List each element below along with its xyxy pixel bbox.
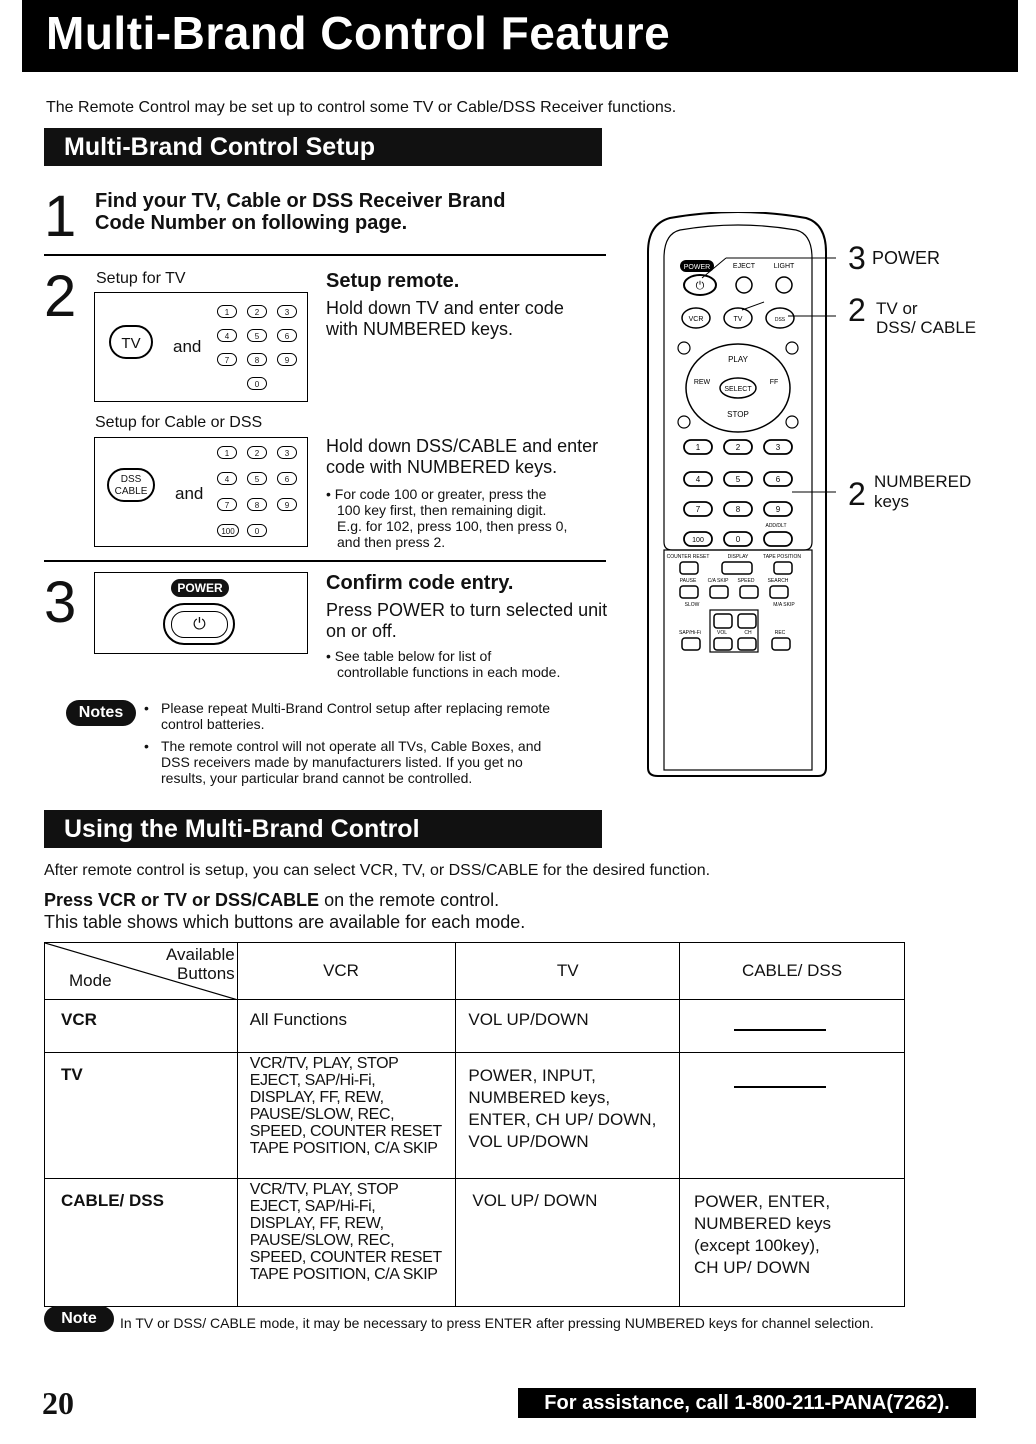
cell-tv-tv xyxy=(456,1053,680,1179)
remote-key-5: 5 xyxy=(735,475,741,484)
key-1-icon: 1 xyxy=(217,305,237,318)
code-note-line1: • For code 100 or greater, press the xyxy=(326,486,547,502)
key-7-icon: 7 xyxy=(217,353,237,366)
notes-badge: Notes xyxy=(66,700,136,726)
key-2-icon: 2 xyxy=(247,446,267,459)
key-8-icon: 8 xyxy=(247,353,267,366)
remote-slow-label: SLOW xyxy=(684,602,700,608)
cell-cable-vcr xyxy=(237,1179,456,1307)
corner-buttons: Buttons xyxy=(177,964,235,983)
callout-power-number: 3 xyxy=(848,240,866,276)
cell-line: NUMBERED keys, xyxy=(468,1088,611,1107)
power-button-icon: ⏻ xyxy=(163,603,235,645)
cell-line: NUMBERED keys xyxy=(694,1214,831,1233)
cell-line: ENTER, CH UP/ DOWN, xyxy=(468,1110,657,1129)
remote-key-8: 8 xyxy=(735,505,741,514)
setup-tv-text: Hold down TV and enter code with NUMBERED keys. xyxy=(326,298,564,339)
remote-ff-label: FF xyxy=(769,379,779,386)
using-instruction-rest: on the remote control. xyxy=(319,890,500,910)
key-6-icon: 6 xyxy=(277,472,297,485)
not-available-dash xyxy=(734,1086,826,1088)
col-header-tv: TV xyxy=(456,943,680,1000)
remote-key-4: 4 xyxy=(695,475,701,484)
col-header-vcr: VCR xyxy=(237,943,456,1000)
corner-available: Available xyxy=(166,945,235,964)
divider xyxy=(44,254,606,256)
remote-light-label: LIGHT xyxy=(773,263,795,270)
cell-line: TAPE POSITION, C/A SKIP xyxy=(249,1140,438,1157)
step2-number: 2 xyxy=(44,264,77,329)
remote-play-label: PLAY xyxy=(728,355,748,364)
key-4-icon: 4 xyxy=(217,472,237,485)
callout-numbered-line2: keys xyxy=(874,492,909,511)
cell-vcr-vcr: All Functions xyxy=(237,1000,456,1053)
power-illustration xyxy=(94,572,308,654)
assistance-banner: For assistance, call 1-800-211-PANA(7262). xyxy=(518,1388,976,1418)
setup-cable-label: Setup for Cable or DSS xyxy=(95,414,263,431)
cell-cable-cable xyxy=(680,1179,905,1307)
confirm-text: Press POWER to turn selected unit on or off. xyxy=(326,600,608,641)
cell-line: PAUSE/SLOW, REC, xyxy=(249,1106,395,1123)
table-row xyxy=(45,1053,905,1179)
tv-setup-illustration xyxy=(94,292,308,402)
remote-tape-position-label: TAPE POSITION xyxy=(763,554,801,560)
remote-key-6: 6 xyxy=(775,475,781,484)
row-mode-cable: CABLE/ DSS xyxy=(45,1179,238,1307)
cell-vcr-cable xyxy=(680,1000,905,1053)
key-3-icon: 3 xyxy=(277,305,297,318)
intro-text: The Remote Control may be set up to control some TV or Cable/DSS Receiver functions. xyxy=(46,99,677,116)
confirm-note-line2: controllable functions in each mode. xyxy=(337,664,561,680)
using-instruction-bold: Press VCR or TV or DSS/CABLE xyxy=(44,890,320,910)
callout-tv-line2: DSS/ CABLE xyxy=(876,318,977,337)
remote-select-label: SELECT xyxy=(724,386,752,393)
remote-add-dlt-label: ADD/DLT xyxy=(765,523,787,529)
key-8-icon: 8 xyxy=(247,498,267,511)
note2-line3: results, your particular brand cannot be controlled. xyxy=(161,770,473,786)
dss-cable-key-icon xyxy=(107,468,155,502)
code-note-line3: E.g. for 102, press 100, then press 0, xyxy=(337,518,568,534)
row-mode-tv: TV xyxy=(45,1053,238,1179)
col-header-cable: CABLE/ DSS xyxy=(680,943,905,1000)
key-100-icon: 100 xyxy=(217,524,239,537)
key-5-icon: 5 xyxy=(247,329,267,342)
confirm-note-line1: • See table below for list of xyxy=(326,648,492,664)
code-note-line4: and then press 2. xyxy=(337,534,446,550)
remote-sap-label: SAP/Hi-Fi xyxy=(679,630,701,636)
cell-vcr-tv: VOL UP/DOWN xyxy=(456,1000,680,1053)
cell-line: VOL UP/DOWN xyxy=(468,1132,589,1151)
cell-line: TAPE POSITION, C/A SKIP xyxy=(249,1266,438,1283)
svg-text:DSS: DSS xyxy=(774,317,786,323)
key-0-icon: 0 xyxy=(247,524,267,537)
key-4-icon: 4 xyxy=(217,329,237,342)
cell-cable-tv: VOL UP/ DOWN xyxy=(456,1179,680,1307)
remote-key-0: 0 xyxy=(735,535,741,544)
callout-numbered-number: 2 xyxy=(848,476,866,512)
key-3-icon: 3 xyxy=(277,446,297,459)
note1-line2: control batteries. xyxy=(161,716,265,732)
key-6-icon: 6 xyxy=(277,329,297,342)
tv-key-icon: TV xyxy=(109,325,153,359)
remote-control-illustration xyxy=(640,212,836,782)
not-available-dash xyxy=(734,1029,826,1031)
cell-line: SPEED, COUNTER RESET xyxy=(249,1123,442,1140)
remote-vcr-label: VCR xyxy=(688,316,704,323)
setup-tv-label: Setup for TV xyxy=(96,270,186,287)
table-row xyxy=(45,1179,905,1307)
remote-eject-label: EJECT xyxy=(732,263,756,270)
cell-line: VCR/TV, PLAY, STOP xyxy=(249,1181,399,1198)
setup-section-heading: Multi-Brand Control Setup xyxy=(44,128,602,166)
divider xyxy=(44,560,606,562)
cell-line: PAUSE/SLOW, REC, xyxy=(249,1232,395,1249)
cell-line: CH UP/ DOWN xyxy=(694,1258,811,1277)
note2-line2: DSS receivers made by manufacturers listed. If you get no xyxy=(161,754,523,770)
callout-tv-number: 2 xyxy=(848,292,866,328)
cell-line: SPEED, COUNTER RESET xyxy=(249,1249,442,1266)
remote-speed-label: SPEED xyxy=(737,578,755,584)
cell-tv-cable xyxy=(680,1053,905,1179)
remote-rew-label: REW xyxy=(693,379,711,386)
using-table-intro: This table shows which buttons are available for each mode. xyxy=(44,912,526,932)
note2-line1: The remote control will not operate all TVs, Cable Boxes, and xyxy=(161,738,542,754)
code-note-line2: 100 key first, then remaining digit. xyxy=(337,502,547,518)
cell-line: DISPLAY, FF, REW, xyxy=(249,1215,384,1232)
remote-rec-label: REC xyxy=(774,630,786,636)
cell-line: POWER, INPUT, xyxy=(468,1066,596,1085)
cell-line: EJECT, SAP/Hi-Fi, xyxy=(249,1198,376,1215)
remote-ma-skip-label: M/A SKIP xyxy=(773,602,795,608)
setup-remote-heading: Setup remote. xyxy=(326,270,460,292)
cell-tv-vcr xyxy=(237,1053,456,1179)
using-intro: After remote control is setup, you can select VCR, TV, or DSS/CABLE for the desired function. xyxy=(44,862,711,879)
cable-setup-illustration xyxy=(94,437,308,547)
key-5-icon: 5 xyxy=(247,472,267,485)
remote-key-7: 7 xyxy=(695,505,701,514)
key-1-icon: 1 xyxy=(217,446,237,459)
remote-counter-reset-label: COUNTER RESET xyxy=(666,554,710,560)
confirm-heading: Confirm code entry. xyxy=(326,572,514,594)
step1-text-line2: Code Number on following page. xyxy=(95,212,408,234)
remote-vol-label: VOL xyxy=(716,630,728,636)
mode-table xyxy=(44,942,905,1307)
key-9-icon: 9 xyxy=(277,498,297,511)
using-instruction xyxy=(44,890,499,911)
using-section-heading: Using the Multi-Brand Control xyxy=(44,810,602,848)
note-badge: Note xyxy=(44,1306,114,1332)
power-badge: POWER xyxy=(171,579,229,597)
table-corner-cell xyxy=(45,943,238,1000)
table-row xyxy=(45,1000,905,1053)
key-9-icon: 9 xyxy=(277,353,297,366)
callout-numbered-line1: NUMBERED xyxy=(874,472,972,491)
remote-key-2: 2 xyxy=(735,443,741,452)
callout-power-label: POWER xyxy=(872,248,941,268)
dss-key-line1: DSS xyxy=(120,474,142,485)
dss-key-line2: CABLE xyxy=(114,486,148,497)
note1-line1: Please repeat Multi-Brand Control setup after replacing remote xyxy=(161,700,551,716)
remote-tv-label: TV xyxy=(733,316,743,323)
cell-line: (except 100key), xyxy=(694,1236,820,1255)
row-mode-vcr: VCR xyxy=(45,1000,238,1053)
key-7-icon: 7 xyxy=(217,498,237,511)
step1-text-line1: Find your TV, Cable or DSS Receiver Brand xyxy=(95,190,506,212)
remote-key-100: 100 xyxy=(692,537,704,544)
and-label-2: and xyxy=(175,484,204,503)
key-2-icon: 2 xyxy=(247,305,267,318)
corner-mode: Mode xyxy=(69,971,112,990)
cell-line: DISPLAY, FF, REW, xyxy=(249,1089,384,1106)
page-number: 20 xyxy=(42,1385,74,1421)
remote-key-9: 9 xyxy=(775,505,781,514)
cell-line: POWER, ENTER, xyxy=(694,1192,831,1211)
page-title: Multi-Brand Control Feature xyxy=(46,7,671,59)
callout-tv-line1: TV or xyxy=(876,299,918,318)
remote-ca-skip-label: C/A SKIP xyxy=(707,578,729,584)
remote-ch-label: CH xyxy=(744,630,752,636)
remote-display-label: DISPLAY xyxy=(727,554,749,560)
setup-cable-text: Hold down DSS/CABLE and enter code with NUMBERED keys. xyxy=(326,436,599,477)
cell-line: EJECT, SAP/Hi-Fi, xyxy=(249,1072,376,1089)
table-header-row xyxy=(45,943,905,1000)
step1-number: 1 xyxy=(44,184,77,249)
and-label: and xyxy=(173,337,202,356)
remote-power-label: POWER xyxy=(683,264,711,271)
step3-number: 3 xyxy=(44,570,77,635)
remote-stop-label: STOP xyxy=(727,410,749,419)
remote-pause-label: PAUSE xyxy=(679,578,697,584)
remote-key-3: 3 xyxy=(775,443,781,452)
key-0-icon: 0 xyxy=(247,377,267,390)
svg-text:⏻: ⏻ xyxy=(695,280,705,292)
cell-line: VCR/TV, PLAY, STOP xyxy=(249,1055,399,1072)
remote-search-label: SEARCH xyxy=(767,578,789,584)
bottom-note-text: In TV or DSS/ CABLE mode, it may be necessary to press ENTER after pressing NUMBERED keys for channel selection. xyxy=(120,1315,874,1331)
remote-key-1: 1 xyxy=(695,443,701,452)
